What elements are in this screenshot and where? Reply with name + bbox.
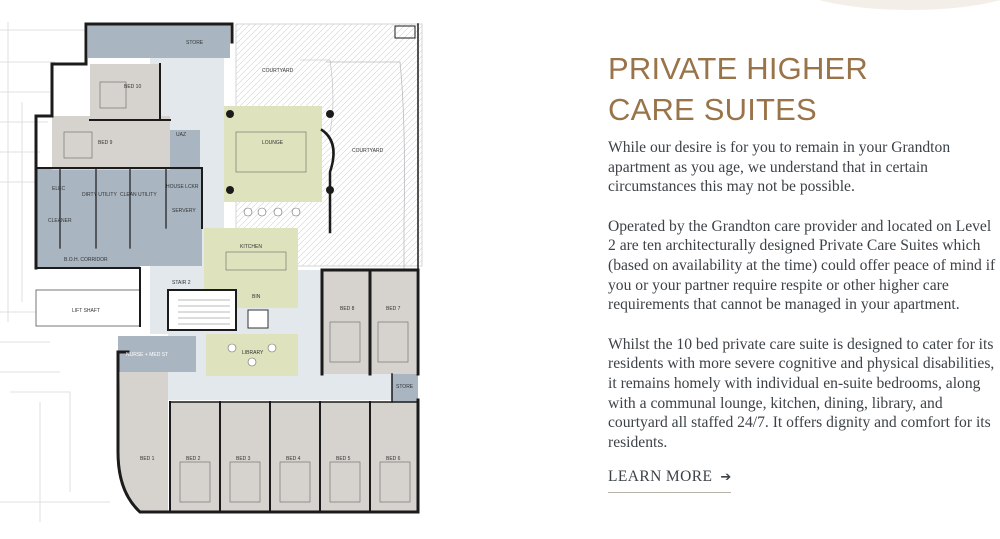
- service-top: [88, 24, 230, 58]
- paragraph-whilst: Whilst the 10 bed private care suite is designed to cater for its residents with more severe cognitive and physical disabilities, it remains homely with individual en-suite bedrooms, along with a communal lounge, kitchen, dining, library, and courtyard all staffed 24/7. It offers dignity and comfort for its residents.: [608, 335, 995, 451]
- content-panel: [608, 48, 1000, 452]
- label-bed10: BED 10: [124, 84, 142, 90]
- label-bed3: BED 3: [236, 456, 251, 462]
- lounge: [224, 106, 322, 202]
- label-nurse: NURSE + MED ST: [126, 352, 169, 358]
- paragraph-operated: Operated by the Grandton care provider and located on Level 2 are ten architecturally designed Private Care Suites which (based on availability at the time) could offer peace of mind if you or your partner require respite or other higher care requirements that cannot be managed in your apartment.: [608, 217, 996, 314]
- label-boh-corridor: B.O.H. CORRIDOR: [64, 257, 108, 263]
- arrow-right-icon: ➔: [720, 469, 732, 485]
- label-cleaner: CLEANER: [48, 218, 72, 224]
- label-lounge: LOUNGE: [262, 140, 284, 146]
- label-stair2: STAIR 2: [172, 280, 191, 286]
- label-clean-utility: CLEAN UTILITY: [120, 192, 157, 198]
- label-house-lckr: HOUSE LCKR: [166, 184, 199, 190]
- label-elec: ELEC: [52, 186, 66, 192]
- label-bed4: BED 4: [286, 456, 301, 462]
- page-title: [608, 48, 1000, 130]
- decorative-swoosh: [780, 0, 1000, 10]
- paragraph-intro: While our desire is for you to remain in your Grandton apartment as you age, we understand that in certain circumstances this may not be possible.: [608, 139, 951, 196]
- label-bed7: BED 7: [386, 306, 401, 312]
- learn-more-label: LEARN MORE: [608, 468, 713, 485]
- label-uaz: UAZ: [176, 132, 186, 138]
- label-servery: SERVERY: [172, 208, 196, 214]
- label-bed6: BED 6: [386, 456, 401, 462]
- label-courtyard-right: COURTYARD: [352, 148, 384, 154]
- label-bed5: BED 5: [336, 456, 351, 462]
- label-bed1: BED 1: [140, 456, 155, 462]
- label-lift-shaft: LIFT SHAFT: [72, 308, 100, 314]
- label-bed2: BED 2: [186, 456, 201, 462]
- label-library: LIBRARY: [242, 350, 264, 356]
- label-kitchen: KITCHEN: [240, 244, 262, 250]
- label-bin: BIN: [252, 294, 261, 300]
- label-store-top: STORE: [186, 40, 204, 46]
- label-store-right: STORE: [396, 384, 414, 390]
- title-line-1: PRIVATE HIGHER: [608, 51, 869, 86]
- floor-plan-drawing: [0, 22, 425, 522]
- title-line-2: CARE SUITES: [608, 92, 817, 127]
- label-dirty-utility: DIRTY UTILITY: [82, 192, 117, 198]
- label-bed8: BED 8: [340, 306, 355, 312]
- floor-plan: [0, 22, 425, 522]
- learn-more-link[interactable]: [608, 468, 731, 493]
- label-courtyard-top: COURTYARD: [262, 68, 294, 74]
- bed10-room: [90, 64, 160, 120]
- label-bed9: BED 9: [98, 140, 113, 146]
